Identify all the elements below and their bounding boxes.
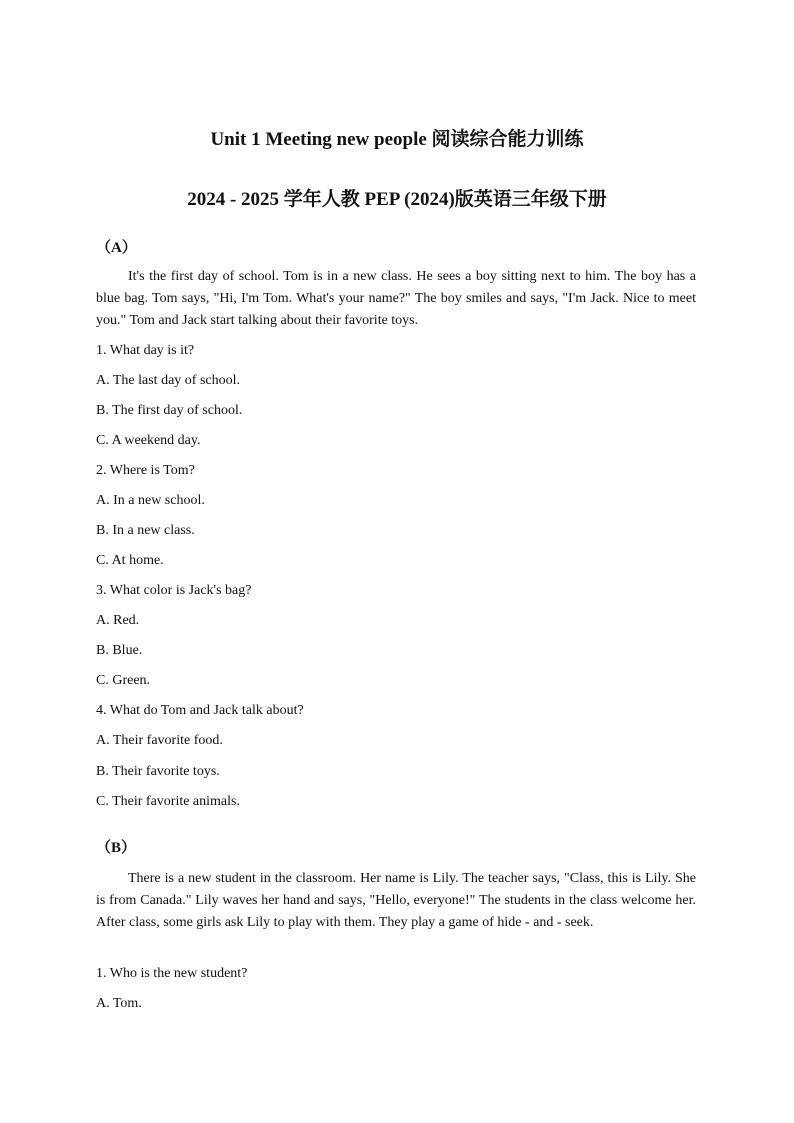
question-b1: 1. Who is the new student? [96,966,248,981]
question-a3-option-b: B. Blue. [96,643,143,658]
question-b1-option-a: A. Tom. [96,996,142,1011]
question-a4: 4. What do Tom and Jack talk about? [96,703,304,718]
question-a4-option-a: A. Their favorite food. [96,733,223,748]
question-a2-option-c: C. At home. [96,553,164,568]
question-a3-option-c: C. Green. [96,673,151,688]
section-a-passage: It's the first day of school. Tom is in a new class. He sees a boy sitting next to him. The boy has a blue bag. Tom says, "Hi, I'm Tom. What's your name?" The boy smiles and says, "I'm Jack. Nice to meet you." Tom and Jack start talking about their favorite toys. [96,269,696,328]
section-a-label: （A） [96,240,137,256]
question-a3-option-a: A. Red. [96,613,140,628]
question-a4-option-c: C. Their favorite animals. [96,794,240,809]
question-a2-option-a: A. In a new school. [96,493,205,508]
question-a1: 1. What day is it? [96,343,195,358]
question-a1-option-a: A. The last day of school. [96,373,240,388]
question-a4-option-b: B. Their favorite toys. [96,764,220,779]
section-b-passage: There is a new student in the classroom. Her name is Lily. The teacher says, "Class, this is Lily. She is from Canada." Lily waves her hand and says, "Hello, everyone!" The students in the class welcome her. After class, some girls ask Lily to play with them. They play a game of hide - and - seek. [96,871,696,930]
question-a2: 2. Where is Tom? [96,463,195,478]
question-a1-option-c: C. A weekend day. [96,433,201,448]
document-title: Unit 1 Meeting new people 阅读综合能力训练 [210,129,584,150]
question-a1-option-b: B. The first day of school. [96,403,243,418]
document-subtitle: 2024 - 2025 学年人教 PEP (2024)版英语三年级下册 [187,189,607,210]
section-b-label: （B） [96,840,137,856]
question-a3: 3. What color is Jack's bag? [96,583,252,598]
question-a2-option-b: B. In a new class. [96,523,195,538]
